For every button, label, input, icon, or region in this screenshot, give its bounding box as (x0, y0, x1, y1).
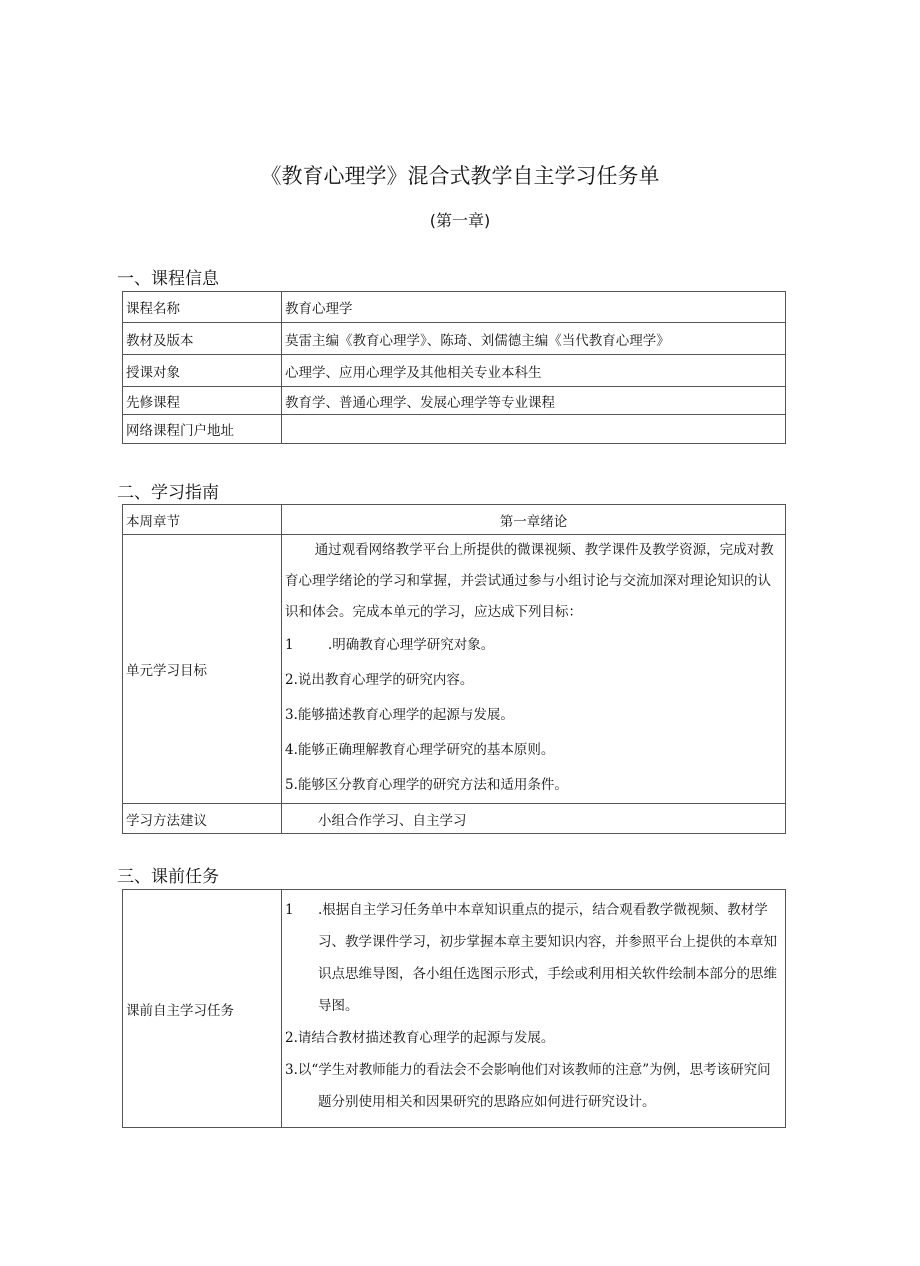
chapter-value: 第一章绪论 (282, 505, 786, 535)
goal-item: 2.说出教育心理学的研究内容。 (285, 672, 474, 688)
table-row (123, 890, 786, 1128)
table-row (123, 292, 786, 323)
table-row (123, 387, 786, 415)
row-label: 教材及版本 (123, 323, 282, 355)
goal-item: 3.能够描述教育心理学的起源与发展。 (285, 707, 514, 723)
chapter-label: 本周章节 (123, 505, 282, 535)
document-subtitle: (第一章) (429, 211, 491, 230)
task-text: .根据自主学习任务单中本章知识重点的提示，结合观看教学微视频、教材学习、教学课件学习，初步掌握本章主要知识内容，并参照平台上提供的本章知识点思维导图，各小组任选图示形式，手绘或利用相关软件绘制本部分的思维导图。 (318, 902, 777, 1014)
task-number: 3 (285, 1062, 294, 1078)
task-text: .请结合教材描述教育心理学的起源与发展。 (293, 1030, 555, 1046)
row-value: 心理学、应用心理学及其他相关专业本科生 (282, 355, 786, 387)
document-title: 《教育心理学》混合式教学自主学习任务单 (260, 164, 660, 188)
table-row (123, 415, 786, 444)
task-number: 1 (285, 902, 294, 918)
table-row (123, 355, 786, 387)
table-row (123, 323, 786, 355)
method-value: 小组合作学习、自主学习 (282, 804, 786, 834)
study-guide-table (122, 504, 786, 834)
task-item (285, 894, 782, 1022)
row-value (282, 415, 786, 444)
table-row (123, 505, 786, 535)
task-item (285, 1022, 782, 1054)
table-row (123, 804, 786, 834)
task-text: .以“学生对教师能力的看法会不会影响他们对该教师的注意”为例，思考该研究问题分别使用相关和因果研究的思路应如何进行研究设计。 (293, 1062, 771, 1110)
row-value: 教育心理学 (282, 292, 786, 323)
section-heading-pre-class-tasks: 三、课前任务 (117, 867, 219, 887)
row-label: 授课对象 (123, 355, 282, 387)
section-heading-study-guide: 二、学习指南 (117, 483, 219, 503)
row-value: 教育学、普通心理学、发展心理学等专业课程 (282, 387, 786, 415)
course-info-table (122, 291, 786, 444)
row-value: 莫雷主编《教育心理学》、陈琦、刘儒德主编《当代教育心理学》 (282, 323, 786, 355)
goal-item: 5.能够区分教育心理学的研究方法和适用条件。 (285, 777, 568, 793)
task-item (285, 1054, 782, 1118)
goals-intro: 通过观看网络教学平台上所提供的微课视频、教学课件及教学资源，完成对教育心理学绪论的学习和掌握，并尝试通过参与小组讨论与交流加深对理论知识的认识和体会。完成本单元的学习，应达成下列目标： (285, 542, 774, 620)
task-label: 课前自主学习任务 (123, 890, 282, 1128)
goal-item: 1 .明确教育心理学研究对象。 (285, 637, 495, 653)
row-label: 网络课程门户地址 (123, 415, 282, 444)
pre-class-task-table (122, 889, 786, 1128)
goals-label: 单元学习目标 (123, 535, 282, 804)
task-number: 2 (285, 1030, 294, 1046)
goal-item: 4.能够正确理解教育心理学研究的基本原则。 (285, 742, 555, 758)
row-label: 先修课程 (123, 387, 282, 415)
section-heading-course-info: 一、课程信息 (117, 269, 219, 289)
tasks-cell (282, 890, 786, 1128)
table-row (123, 535, 786, 804)
row-label: 课程名称 (123, 292, 282, 323)
goals-cell (282, 535, 786, 804)
method-label: 学习方法建议 (123, 804, 282, 834)
